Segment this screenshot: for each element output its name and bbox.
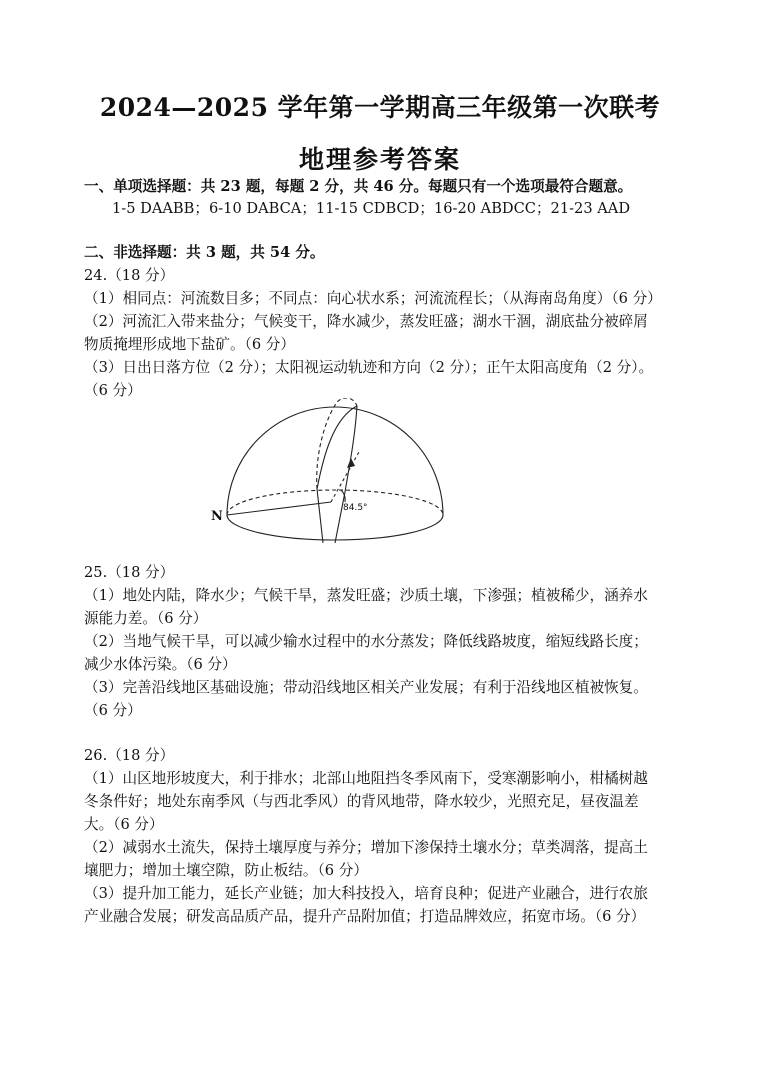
part2-heading: 二、非选择题：共 3 题，共 54 分。 [84,244,325,261]
q24-line-1: （1）相同点：河流数目多；不同点：向心状水系；河流流程长；（从海南岛角度）（6 分） [84,290,662,307]
q26-line-7: 产业融合发展；研发高品质产品，提升产品附加值；打造品牌效应，拓宽市场。（6 分） [84,908,646,925]
q25-line-4: 减少水体污染。（6 分） [84,656,237,673]
q25-line-3: （2）当地气候干旱，可以减少输水过程中的水分蒸发；降低线路坡度，缩短线路长度； [84,633,648,650]
q24-number: 24.（18 分） [84,267,175,284]
page-title: 2024—2025 学年第一学期高三年级第一次联考 [99,93,661,122]
q26-line-6: （3）提升加工能力，延长产业链；加大科技投入，培育良种；促进产业融合，进行农旅 [84,885,648,902]
part1-heading: 一、单项选择题：共 23 题，每题 2 分，共 46 分。每题只有一个选项最符合题意。 [84,178,633,195]
q26-line-4: （2）减弱水土流失，保持土壤厚度与养分；增加下渗保持土壤水分；草类凋落，提高土 [84,839,648,856]
q25-line-5: （3）完善沿线地区基础设施；带动沿线地区相关产业发展；有利于沿线地区植被恢复。 [84,679,648,696]
q26-line-3: 大。（6 分） [84,816,164,833]
q26-number: 26.（18 分） [84,747,175,764]
sun-path-descending [345,406,357,492]
q26-line-5: 壤肥力；增加土壤空隙，防止板结。（6 分） [84,862,368,879]
q25-number: 25.（18 分） [84,564,175,581]
north-label: N [211,509,223,524]
arrow-icon [347,458,355,468]
page-subtitle: 地理参考答案 [298,145,461,174]
q26-line-2: 冬条件好；地处东南季风（与西北季风）的背风地带，降水较少，光照充足，昼夜温差 [84,793,639,810]
angle-label: 84.5° [343,503,368,513]
horizon-front [227,515,443,540]
sun-path-below-horizon [335,492,345,543]
q25-line-2: 源能力差。（6 分） [84,610,208,627]
q25-line-6: （6 分） [84,702,142,719]
sun-path-back [317,398,357,489]
q25-line-1: （1）地处内陆，降水少；气候干旱，蒸发旺盛；沙质土壤，下渗强；植被稀少，涵养水 [84,587,648,604]
q24-line-4: （3）日出日落方位（2 分）；太阳视运动轨迹和方向（2 分）；正午太阳高度角（2 分）。 [84,359,654,376]
sun-path-hemisphere-diagram [205,398,465,548]
sun-path-below-horizon-2 [317,489,323,543]
part1-answers: 1-5 DAABB；6-10 DABCA；11-15 CDBCD；16-20 ABDCC；21-23 AAD [112,200,631,217]
sun-path-front [317,406,357,489]
q26-line-1: （1）山区地形坡度大，利于排水；北部山地阻挡冬季风南下，受寒潮影响小，柑橘树越 [84,770,648,787]
hemisphere-dome [227,407,443,515]
q24-line-5: （6 分） [84,382,142,399]
q24-line-3: 物质掩埋形成地下盐矿。（6 分） [84,336,295,353]
q24-line-2: （2）河流汇入带来盐分；气候变干，降水减少，蒸发旺盛；湖水干涸，湖底盐分被碎屑 [84,313,648,330]
meridian-line [227,502,331,515]
